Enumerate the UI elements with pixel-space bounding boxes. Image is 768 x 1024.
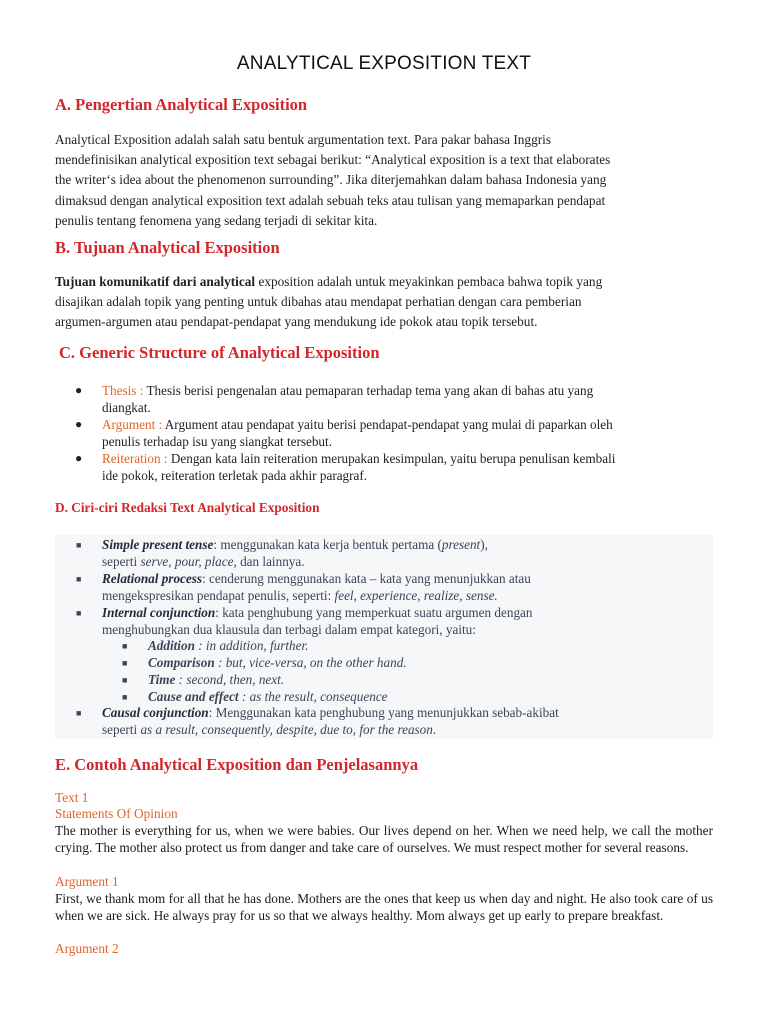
section-b-line xyxy=(55,272,715,292)
item-text: Argument atau pendapat yaitu berisi pendapat-pendapat yang mulai di paparkan oleh xyxy=(162,417,613,432)
square-bullet-icon: ■ xyxy=(122,657,128,668)
list-item xyxy=(75,382,715,416)
item-text-cont: penulis terhadap isu yang siangkat tersebut. xyxy=(102,434,332,449)
square-bullet-icon: ■ xyxy=(76,708,82,718)
item-text: ), xyxy=(480,537,488,552)
statements-paragraph: The mother is everything for us, when we were babies. Our lives depend on her. When we need help, we call the mother crying. The mother also protect us from danger and take care of ourselves. We must respect mother for several reasons. xyxy=(55,823,713,855)
item-text: : cenderung menggunakan kata – kata yang menunjukkan atau xyxy=(202,570,531,586)
square-bullet-icon: ■ xyxy=(122,674,128,685)
square-bullet-icon: ■ xyxy=(76,607,82,618)
sub-term: Comparison xyxy=(148,654,215,670)
section-d-heading: D. Ciri-ciri Redaksi Text Analytical Exposition xyxy=(55,500,320,515)
item-text: mengekspresikan pendapat penulis, seperti: xyxy=(102,587,335,603)
section-b-line: disajikan adalah topik yang penting untuk dibahas atau mendapat perhatian dengan cara pemberian xyxy=(55,294,582,310)
sub-text: : second, then, next. xyxy=(175,671,285,687)
item-text: Dengan kata lain reiteration merupakan kesimpulan, yaitu berupa penulisan kembali xyxy=(167,451,616,466)
sub-text: : as the result, consequence xyxy=(238,688,388,704)
item-text: seperti xyxy=(102,553,141,569)
list-item xyxy=(76,571,716,605)
statements-label: Statements Of Opinion xyxy=(55,806,178,821)
argument1-label: Argument 1 xyxy=(55,874,119,889)
section-b-bold-lead: Tujuan komunikatif dari analytical xyxy=(55,274,256,289)
bullet-icon: ● xyxy=(75,451,83,465)
item-text: seperti xyxy=(102,721,141,737)
sublist-item xyxy=(122,638,407,655)
sub-term: Addition xyxy=(148,638,195,653)
term-simple-present: Simple present tense xyxy=(102,537,214,552)
item-text-italic: serve, pour, place xyxy=(140,553,234,569)
item-text: menghubungkan dua klausula dan terbagi dalam empat kategori, yaitu: xyxy=(102,621,476,637)
sublist-item xyxy=(122,672,407,689)
list-item xyxy=(75,416,715,450)
section-a-line: dimaksud dengan analytical exposition text adalah sebuah teks atau tulisan yang memaparkan pendapat xyxy=(55,192,606,208)
sublist-item xyxy=(122,655,407,672)
term-thesis: Thesis : xyxy=(102,383,144,398)
section-a-line: mendefinisikan analytical exposition text sebagai berikut: “Analytical exposition is a text that elaborates xyxy=(55,152,611,168)
argument1-paragraph: First, we thank mom for all that he has done. Mothers are the ones that keep us when day and night. He also took care of us when we are sick. He always pray for us so that we always healthy. Mom always get up early to prepare breakfast. xyxy=(55,891,713,923)
term-internal-conjunction: Internal conjunction xyxy=(102,604,216,620)
square-bullet-icon: ■ xyxy=(76,540,82,550)
section-b-paragraph xyxy=(55,272,715,333)
section-a-line: the writer‘s idea about the phenomenon surrounding”. Jika diterjemahkan dalam bahasa Indonesia yang xyxy=(55,172,607,188)
section-b-line1-rest: exposition adalah untuk meyakinkan pembaca bahwa topik yang xyxy=(255,274,603,289)
square-bullet-icon: ■ xyxy=(122,691,128,702)
conjunction-sublist xyxy=(122,638,407,706)
item-text-cont: diangkat. xyxy=(102,400,151,415)
list-item xyxy=(76,705,716,739)
sub-text: : but, vice-versa, on the other hand. xyxy=(214,654,407,670)
item-text-italic: as a result, consequently, despite, due to, for the reason xyxy=(140,721,433,737)
sub-term: Time xyxy=(148,671,176,687)
term-relational-process: Relational process xyxy=(102,570,203,586)
section-a-line: Analytical Exposition adalah salah satu bentuk argumentation text. Para pakar bahasa Inggris xyxy=(55,132,552,147)
generic-structure-list xyxy=(75,382,715,484)
square-bullet-icon: ■ xyxy=(76,573,82,584)
item-text: : kata penghubung yang memperkuat suatu argumen dengan xyxy=(215,604,533,620)
section-b-line: argumen-argumen atau pendapat-pendapat yang mendukung ide pokok atau topik tersebut. xyxy=(55,314,538,330)
item-text: : menggunakan kata kerja bentuk pertama ( xyxy=(213,537,442,552)
term-causal-conjunction: Causal conjunction xyxy=(102,705,209,720)
text-label: Text 1 xyxy=(55,790,89,805)
section-b-heading: B. Tujuan Analytical Exposition xyxy=(55,238,280,257)
list-item xyxy=(75,450,715,484)
square-bullet-icon: ■ xyxy=(122,641,128,651)
section-c-heading: C. Generic Structure of Analytical Exposition xyxy=(59,343,380,362)
term-reiteration: Reiteration : xyxy=(102,451,168,466)
item-text-italic: present xyxy=(441,537,481,552)
section-a-heading: A. Pengertian Analytical Exposition xyxy=(55,95,308,114)
sub-text: : in addition, further. xyxy=(194,638,309,653)
bullet-icon: ● xyxy=(75,417,83,431)
item-text: Thesis berisi pengenalan atau pemaparan terhadap tema yang akan di bahas atu yang xyxy=(143,383,594,398)
item-text: , dan lainnya. xyxy=(233,553,305,569)
sublist-item xyxy=(122,689,407,706)
section-a-line: penulis tentang fenomena yang sedang terjadi di sekitar kita. xyxy=(55,212,378,228)
item-text-italic: feel, experience, realize, sense. xyxy=(334,587,498,603)
features-list-cont xyxy=(76,705,716,739)
item-text-cont: ide pokok, reiteration terletak pada akhir paragraf. xyxy=(102,468,368,483)
section-a-paragraph xyxy=(55,130,715,231)
section-e-heading: E. Contoh Analytical Exposition dan Penjelasannya xyxy=(55,755,419,774)
list-item xyxy=(76,605,716,639)
argument2-label: Argument 2 xyxy=(55,941,119,956)
bullet-icon: ● xyxy=(75,383,83,397)
features-list xyxy=(76,537,716,638)
page-title: ANALYTICAL EXPOSITION TEXT xyxy=(236,53,532,74)
sub-term: Cause and effect xyxy=(148,688,239,704)
item-text: . xyxy=(432,721,437,737)
list-item xyxy=(76,537,716,571)
item-text: : Menggunakan kata penghubung yang menunjukkan sebab-akibat xyxy=(208,705,559,720)
term-argument: Argument : xyxy=(102,417,163,432)
